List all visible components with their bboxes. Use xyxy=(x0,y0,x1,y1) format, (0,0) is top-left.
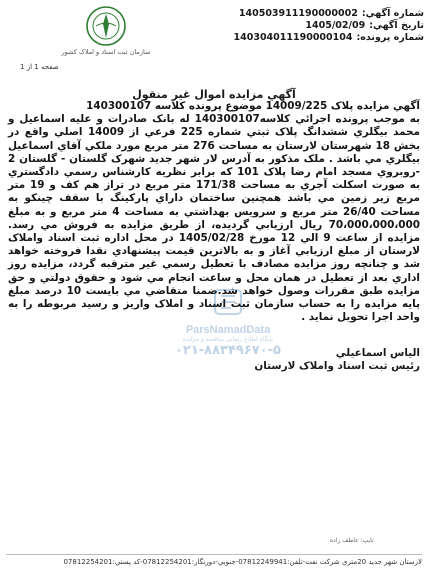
watermark-phone: ۰۲۱-۸۸۳۴۹۶۷۰-۵ xyxy=(174,343,281,358)
ad-number-row xyxy=(214,8,424,20)
footer-contact: لارستان شهر جديد 20متري شرکت نفت-تلفن:07812249941-جنوبي-دورنگار:07812254201-کد پستي:07812254201 xyxy=(63,558,422,566)
footer-divider xyxy=(6,554,422,555)
signatory-name: الياس اسماعيلي xyxy=(335,347,420,359)
notice-title: آگهي مزايده اموال غير منقول xyxy=(132,88,296,101)
page-indicator: صفحه 1 از 1 xyxy=(20,63,59,71)
ad-date-row xyxy=(214,20,424,32)
watermark-brand: ParsNamadData xyxy=(185,324,271,336)
ad-date: 1405/02/09 xyxy=(305,20,366,31)
signatory-title: رئيس ثبت اسناد واملاک لارستان xyxy=(254,360,420,373)
typist-note: تایپ: عاطف زاده xyxy=(330,537,374,544)
ad-date-label: تاريخ آگهي: xyxy=(369,20,424,31)
file-number: 140304011190000104 xyxy=(233,32,353,43)
ad-number-label: شماره آگهي: xyxy=(361,8,424,19)
org-line: سازمان ثبت اسناد و املاک کشور xyxy=(61,48,151,56)
notice-meta xyxy=(214,8,424,44)
watermark-subtitle: پایگاه اطلاع رسانی مناقصه و مزایده xyxy=(182,336,274,343)
ad-number: 140503911190000002 xyxy=(238,8,358,19)
notice-paragraph-2: به موجب پرونده اجرائي کلاسه140300107 له بانک صادرات و عليه اسماعيل و محمد بيگلري ششدانگ پلاک ثبتي شماره 225 فرعي از 14009 اصلي واقع در بخش 18 شهرستان لارستان به مساحت 276 متر مربع مورد ملکي آقاي اسماعيل بيگلري مي باشد . ملک مذکور به آدرس لار شهر جديد شهرک گلستان - گلستان 2 -روبروي مسجد امام رضا پلاک 101 که برابر نظريه کارشناس رسمي دادگستري به صورت اسکلت آجري به مساحت 171/38 متر مربع در تراز هم کف و 19 متر مربع زير زمين مي باشد همچنين ساختمان داراي پارکينگ با سقف چينکو به مساحت 26/40 متر مربع و سرويس بهداشتي به مساحت 4 متر مربع و به مبلغ 70،000،000،000 ريال ارزيابي گرديده، از طريق مزايده به فروش مي رسد. مزايده از ساعت 9 الي 12 مورخ 1405/02/28 در محل اداره ثبت اسناد واملاک لارستان از مبلغ ارزيابي آغاز و به بالاترين قيمت پيشنهادي نقدا فروخته خواهد شد و چنانچه روز مزايده مصادف با تعطيل رسمي غير مترقبه گردد، مزايده روز اداري بعد از تعطيل در همان محل و ساعت انجام مي شود و حقوق دولتي و حق مزايده طبق مقررات وصول خواهد شد.ضمنا متقاضي مي بايست 10 درصد مبلغ پايه مزايده را به حساب سازمان ثبت اسناد و املاک واريز و رسيد مربوطه را به واحد اجرا تحويل نمايد . xyxy=(8,113,421,324)
file-number-row xyxy=(214,32,424,44)
emblem-icon xyxy=(84,4,128,48)
watermark-logo-icon xyxy=(209,288,247,318)
notice-paragraph-1: آگهي مزايده پلاک 14009/225 موضوع پرونده کلاسه 140300107 xyxy=(86,100,420,112)
watermark xyxy=(148,288,308,376)
file-number-label: شماره پرونده: xyxy=(356,32,424,43)
